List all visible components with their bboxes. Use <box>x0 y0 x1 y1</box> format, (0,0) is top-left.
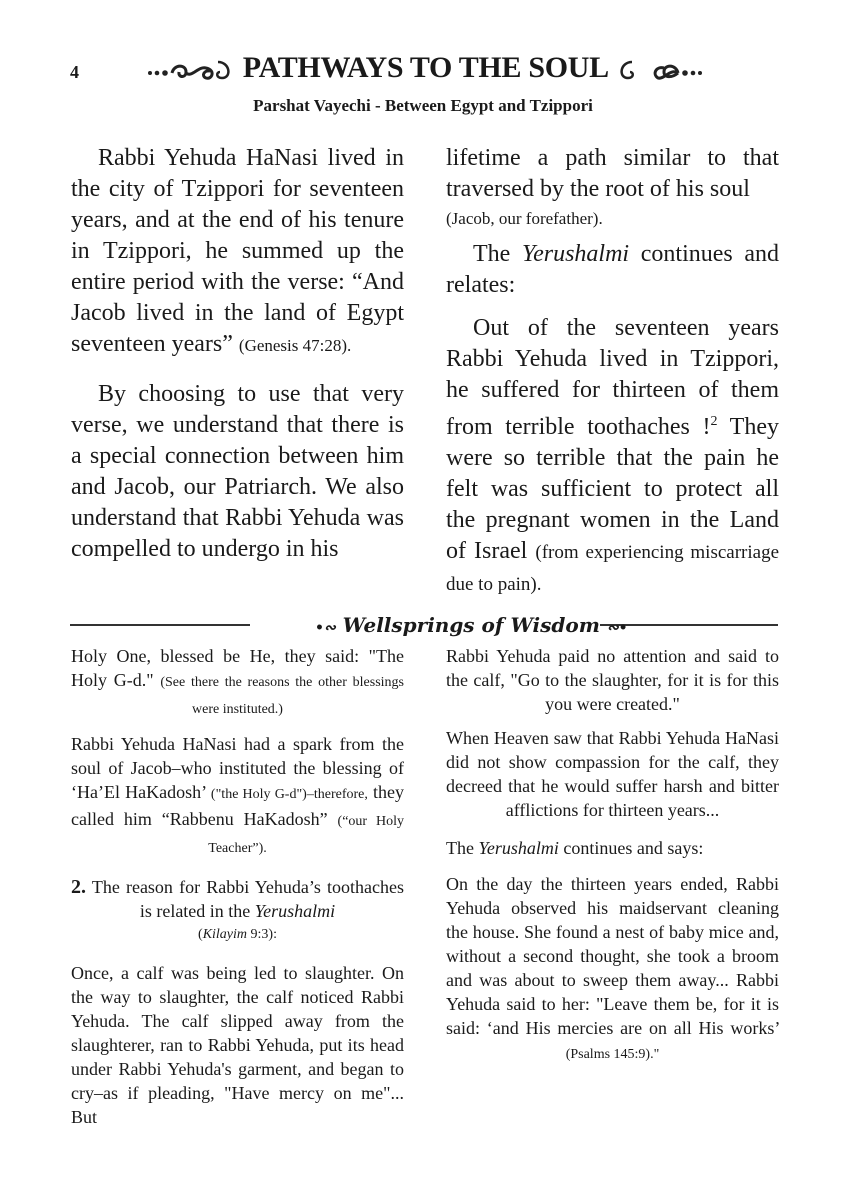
citation: (Kilayim 9:3): <box>198 927 277 942</box>
chapter-subtitle: Parshat Vayechi - Between Egypt and Tzippori <box>253 96 593 115</box>
flourish-right-icon: ∾• <box>606 620 628 636</box>
running-header <box>130 50 720 86</box>
citation: (Psalms 145:9)." <box>565 1047 660 1062</box>
footnotes-section-title: •∾ Wellsprings of Wisdom ∾• <box>315 613 628 637</box>
page-number: 4 <box>70 62 79 82</box>
source-title: Yerushalmi <box>254 901 336 921</box>
citation: (See there the reasons the other blessings were instituted.) <box>160 675 404 717</box>
footnote-paragraph: Once, a calf was being led to slaughter. On the way to slaughter, the calf noticed Rabbi Yehuda. The calf slipped away from the slaughterer, ran to Rabbi Yehuda, put its head under Rabbi Yehuda's garment, and began to cry–as if pleading, "Have mercy on me"... But <box>71 963 404 1127</box>
footnote-paragraph: 2. The reason for Rabbi Yehuda’s toothaches is related in the Yerushalmi (Kilayim 9:3): <box>71 875 404 947</box>
flourish-left-icon: •∾ <box>315 620 336 636</box>
publication-title: PATHWAYS TO THE SOUL <box>242 51 608 84</box>
flourish-right-icon <box>614 58 704 82</box>
footnote-marker[interactable]: 2 <box>710 414 718 429</box>
citation: (Genesis 47:28). <box>238 336 352 355</box>
footnote-paragraph: On the day the thirteen years ended, Rabbi Yehuda observed his maidservant cleaning the house. She found a nest of baby mice and, without a second thought, she took a broom and was about to sweep them away... Rabbi Yehuda said to her: "Leave them be, for it is said: ‘and His mercies are on all His works’ (Psalms 145:9)." <box>446 874 779 1062</box>
footnote-paragraph: Rabbi Yehuda HaNasi had a spark from the soul of Jacob–who instituted the blessing of ‘Ha’El HaKadosh’ ("the Holy G-d")–therefore, they called him “Rabbenu HaKadosh” (“our Holy Teacher”). <box>71 734 405 856</box>
citation: (“our Holy Teacher”). <box>208 814 404 856</box>
main-paragraph: By choosing to use that very verse, we understand that there is a special connection between him and Jacob, our Patriarch. We also understand that Rabbi Yehuda was compelled to undergo in his <box>71 381 404 562</box>
citation: ("the Holy G-d")–therefore, <box>210 787 368 802</box>
citation: (Jacob, our forefather). <box>446 209 603 228</box>
main-paragraph: lifetime a path similar to that traversed by the root of his soul (Jacob, our forefather). <box>446 143 779 233</box>
footnote-paragraph: When Heaven saw that Rabbi Yehuda HaNasi did not show compassion for the calf, they decreed that he would suffer harsh and bitter afflictions for thirteen years... <box>446 728 779 820</box>
main-column-right <box>446 143 779 614</box>
main-column-left <box>71 143 404 579</box>
footnote-number: 2. <box>71 876 86 898</box>
divider-line-left <box>70 624 250 626</box>
main-paragraph: Rabbi Yehuda HaNasi lived in the city of Tzippori for seventeen years, and at the end of his tenure in Tzippori, he summed up the entire period with the verse: “And Jacob lived in the land of Egypt seventeen years” (Genesis 47:28). <box>71 145 404 357</box>
footnote-column-left <box>71 644 404 1139</box>
footnote-paragraph: Rabbi Yehuda paid no attention and said to the calf, "Go to the slaughter, for it is for this you were created." <box>446 646 779 714</box>
main-paragraph: Out of the seventeen years Rabbi Yehuda lived in Tzippori, he suffered for thirteen of them from terrible toothaches !$^2$ They were so terrible that the pain he felt was sufficient to protect all the pregnant women in the Land of Israel (from experiencing miscarriage due to pain). <box>446 315 780 595</box>
source-title: Yerushalmi <box>521 241 630 267</box>
section-divider <box>70 612 778 638</box>
citation: (from experiencing miscarriage due to pain). <box>446 542 780 595</box>
source-title: Yerushalmi <box>478 838 559 858</box>
main-paragraph: The Yerushalmi continues and relates: <box>446 241 780 298</box>
footnote-paragraph: Holy One, blessed be He, they said: "The Holy G-d." (See there the reasons the other blessings were instituted.) <box>71 646 404 717</box>
footnote-paragraph: The Yerushalmi continues and says: <box>446 838 704 858</box>
flourish-left-icon <box>146 58 236 82</box>
footnote-column-right <box>446 644 779 1077</box>
